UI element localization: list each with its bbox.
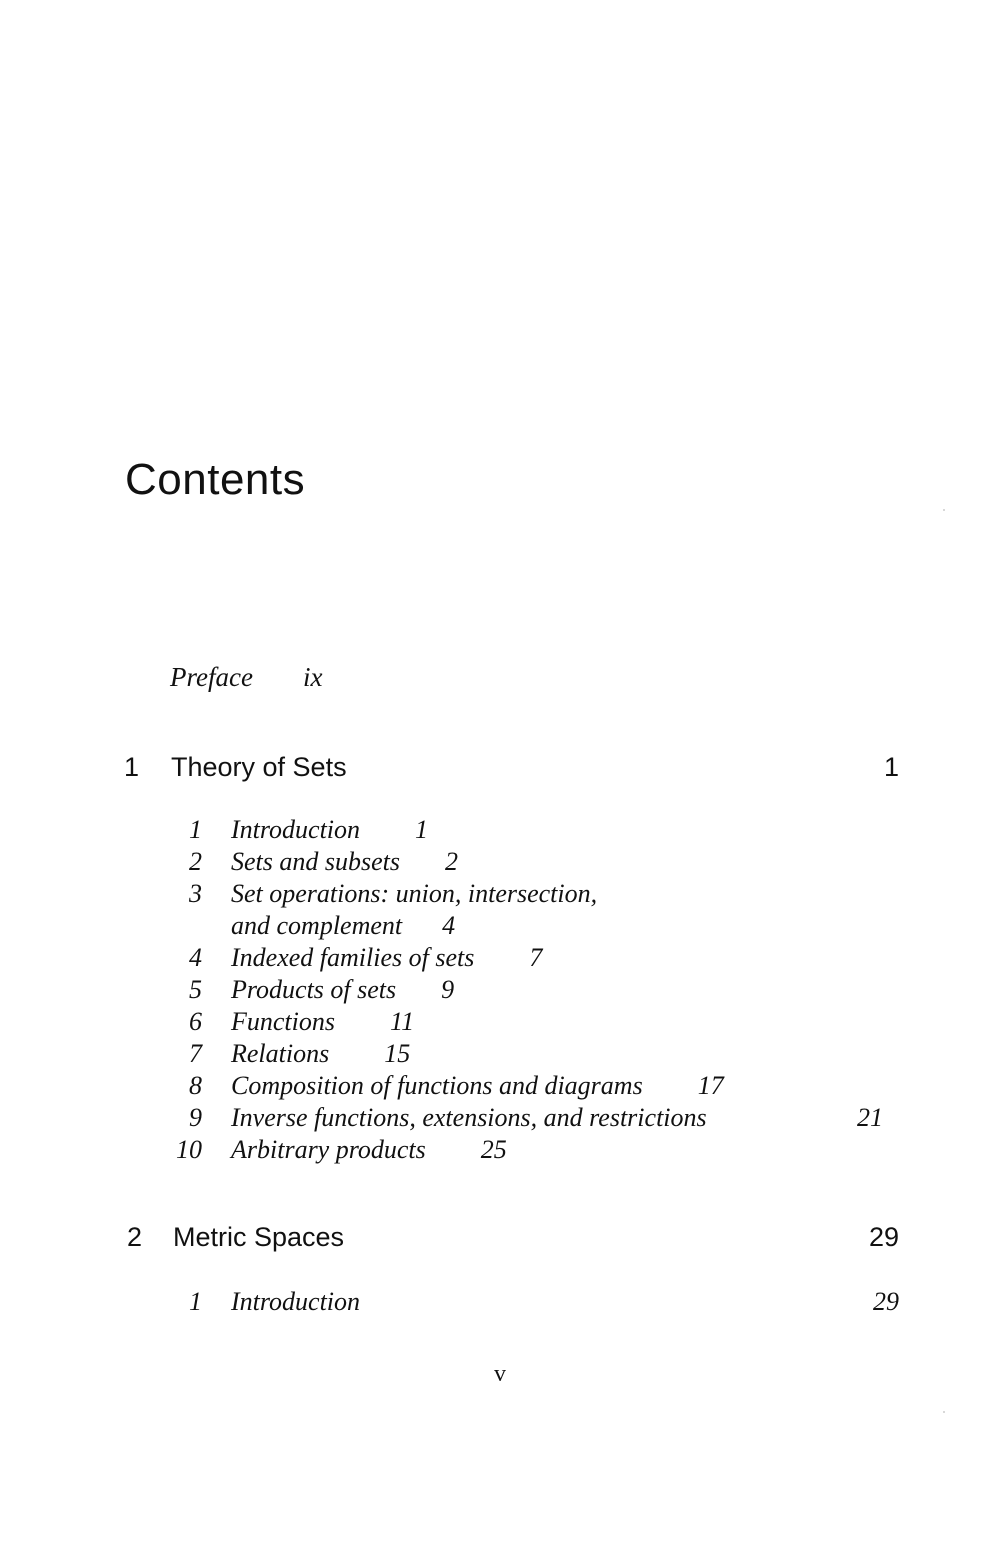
section-number: 1 xyxy=(189,1287,202,1316)
chapter-page: 29 xyxy=(868,1222,899,1252)
section-1-2[interactable] xyxy=(0,849,1000,879)
section-number: 9 xyxy=(189,1103,202,1132)
chapter-title: Theory of Sets xyxy=(171,752,347,782)
section-page: 7 xyxy=(529,943,543,972)
section-1-3[interactable] xyxy=(0,881,1000,943)
section-number: 6 xyxy=(189,1007,202,1036)
section-number: 4 xyxy=(189,943,202,972)
chapter-page: 1 xyxy=(883,752,899,782)
section-number: 5 xyxy=(189,975,202,1004)
chapter-title: Metric Spaces xyxy=(173,1222,345,1252)
section-title: Arbitrary products xyxy=(231,1135,426,1164)
section-number: 7 xyxy=(189,1039,202,1068)
section-number: 1 xyxy=(189,815,202,844)
section-title: Products of sets xyxy=(231,975,397,1004)
section-page: 21 xyxy=(857,1103,883,1132)
section-title: Sets and subsets xyxy=(231,847,400,876)
section-1-5[interactable] xyxy=(0,977,1000,1007)
section-page: 11 xyxy=(390,1007,415,1036)
section-page: 4 xyxy=(442,911,456,940)
preface-page: ix xyxy=(302,662,323,692)
section-title: Indexed families of sets xyxy=(231,943,475,972)
section-title: Inverse functions, extensions, and restrictions xyxy=(231,1103,707,1132)
page-folio: v xyxy=(494,1361,506,1387)
section-title: Introduction xyxy=(231,1287,361,1316)
section-2-1[interactable] xyxy=(0,1289,1000,1319)
chapter-number: 2 xyxy=(127,1222,143,1252)
page-title: Contents xyxy=(125,455,306,504)
chapter-1-heading[interactable] xyxy=(0,754,1000,786)
section-number: 8 xyxy=(189,1071,202,1100)
section-title: Functions xyxy=(231,1007,335,1036)
section-1-9[interactable] xyxy=(0,1105,1000,1135)
section-1-7[interactable] xyxy=(0,1041,1000,1071)
section-1-10[interactable] xyxy=(0,1137,1000,1167)
preface-entry[interactable] xyxy=(170,664,322,691)
scan-speck xyxy=(943,509,945,511)
scan-speck xyxy=(943,1411,945,1413)
section-1-6[interactable] xyxy=(0,1009,1000,1039)
section-page: 29 xyxy=(873,1287,899,1316)
section-page: 2 xyxy=(445,847,458,876)
section-page: 17 xyxy=(697,1071,724,1100)
preface-label: Preface xyxy=(170,662,253,692)
section-page: 15 xyxy=(384,1039,411,1068)
section-page: 1 xyxy=(415,815,429,844)
chapter-2-heading[interactable] xyxy=(0,1224,1000,1256)
section-1-8[interactable] xyxy=(0,1073,1000,1103)
section-number: 2 xyxy=(189,847,202,876)
section-page: 25 xyxy=(480,1135,507,1164)
section-title: Composition of functions and diagrams xyxy=(231,1071,643,1100)
section-title: Relations xyxy=(231,1039,330,1068)
section-title-line-1: Set operations: union, intersection, xyxy=(231,879,598,908)
section-number: 3 xyxy=(189,879,202,908)
section-1-4[interactable] xyxy=(0,945,1000,975)
section-title-line-2: and complement xyxy=(231,911,403,940)
section-number: 10 xyxy=(176,1135,202,1164)
chapter-number: 1 xyxy=(124,752,140,782)
section-1-1[interactable] xyxy=(0,817,1000,847)
section-title: Introduction xyxy=(231,815,361,844)
section-page: 9 xyxy=(441,975,455,1004)
